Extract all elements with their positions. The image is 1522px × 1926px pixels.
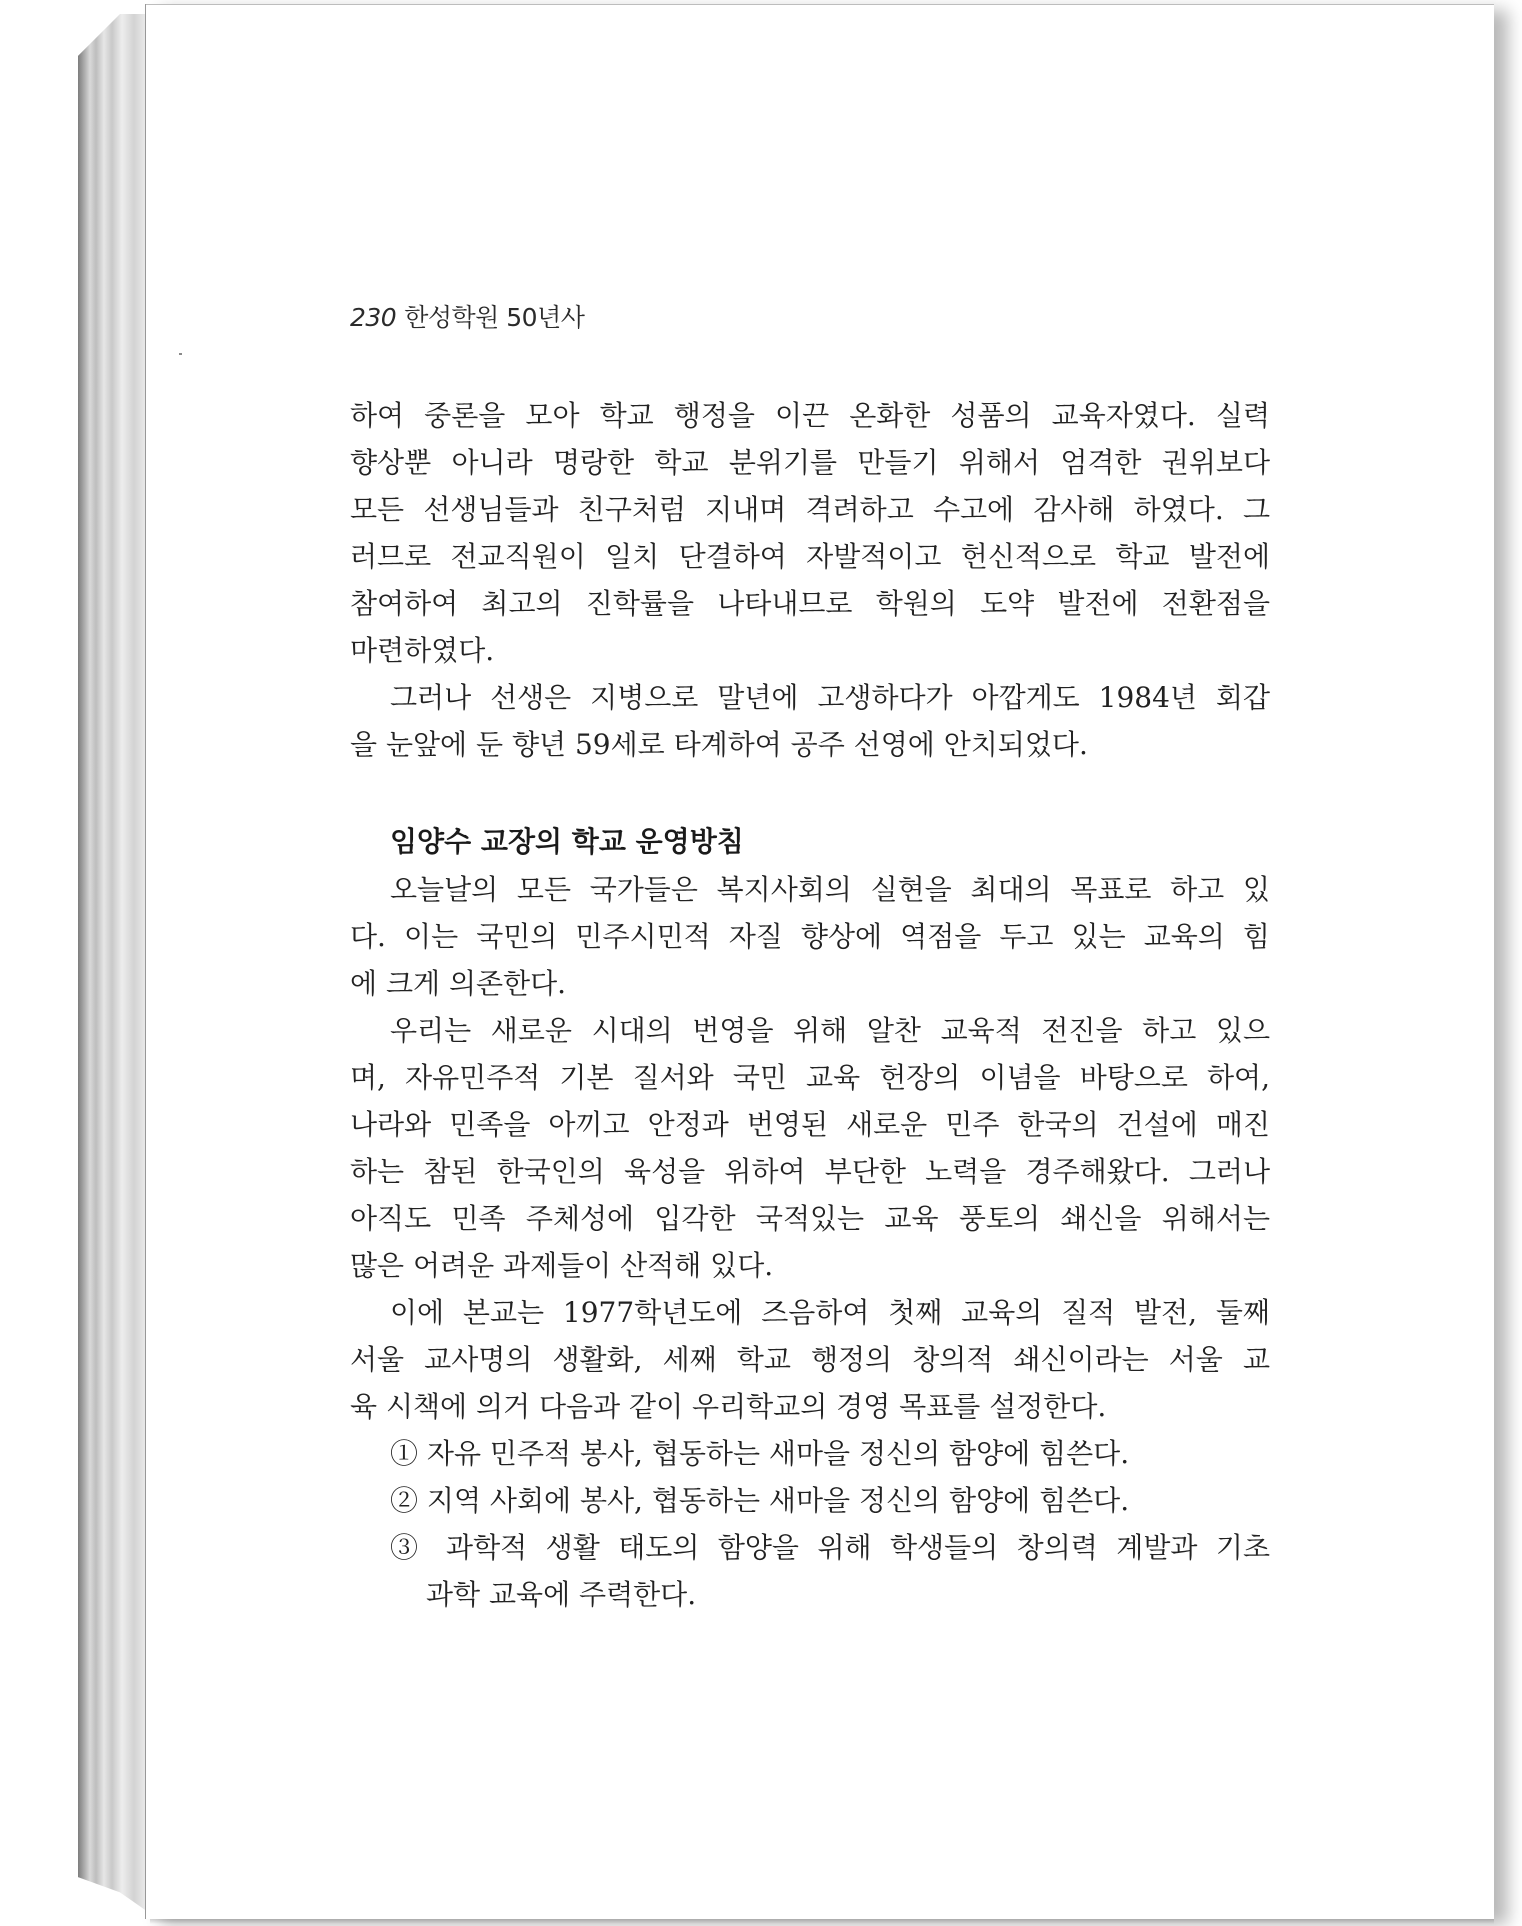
goal-item: ③ 과학적 생활 태도의 함양을 위해 학생들의 창의력 계발과 기초 — [390, 1531, 1270, 1564]
text-line: 다. 이는 국민의 민주시민적 자질 향상에 역점을 두고 있는 교육의 힘 — [350, 920, 1270, 953]
text-line: 을 눈앞에 둔 향년 59세로 타계하여 공주 선영에 안치되었다. — [350, 728, 1088, 761]
goal-item: ① 자유 민주적 봉사, 협동하는 새마을 정신의 함양에 힘쓴다. — [390, 1437, 1130, 1470]
text-line: 향상뿐 아니라 명랑한 학교 분위기를 만들기 위해서 엄격한 권위보다 — [350, 446, 1270, 479]
text-line: 육 시책에 의거 다음과 같이 우리학교의 경영 목표를 설정한다. — [350, 1390, 1107, 1423]
text-line: 참여하여 최고의 진학률을 나타내므로 학원의 도약 발전에 전환점을 — [350, 587, 1270, 620]
text-line: 러므로 전교직원이 일치 단결하여 자발적이고 헌신적으로 학교 발전에 — [350, 540, 1270, 573]
goal-item: ② 지역 사회에 봉사, 협동하는 새마을 정신의 함양에 힘쓴다. — [390, 1484, 1130, 1517]
text-line: 많은 어려운 과제들이 산적해 있다. — [350, 1249, 774, 1282]
section-heading: 임양수 교장의 학교 운영방침 — [390, 825, 744, 858]
running-header — [350, 298, 584, 334]
text-line: 나라와 민족을 아끼고 안정과 번영된 새로운 민주 한국의 건설에 매진 — [350, 1108, 1270, 1141]
scan-speck — [179, 353, 182, 355]
text-line: 그러나 선생은 지병으로 말년에 고생하다가 아깝게도 1984년 회갑 — [390, 681, 1270, 714]
text-line: 에 크게 의존한다. — [350, 967, 567, 1000]
text-line: 하여 중론을 모아 학교 행정을 이끈 온화한 성품의 교육자였다. 실력 — [350, 399, 1270, 432]
text-line: 하는 참된 한국인의 육성을 위하여 부단한 노력을 경주해왔다. 그러나 — [350, 1155, 1270, 1188]
text-line: 오늘날의 모든 국가들은 복지사회의 실현을 최대의 목표로 하고 있 — [390, 873, 1270, 906]
goal-item-continuation: 과학 교육에 주력한다. — [426, 1578, 697, 1611]
text-line: 아직도 민족 주체성에 입각한 국적있는 교육 풍토의 쇄신을 위해서는 — [350, 1202, 1270, 1235]
text-line: 우리는 새로운 시대의 번영을 위해 알찬 교육적 전진을 하고 있으 — [390, 1014, 1270, 1047]
text-line: 서울 교사명의 생활화, 세째 학교 행정의 창의적 쇄신이라는 서울 교 — [350, 1343, 1270, 1376]
book-title: 한성학원 50년사 — [404, 303, 585, 332]
book-page — [146, 4, 1494, 1919]
text-line: 마련하였다. — [350, 634, 495, 667]
text-line: 이에 본교는 1977학년도에 즈음하여 첫째 교육의 질적 발전, 둘째 — [390, 1296, 1270, 1329]
text-line: 모든 선생님들과 친구처럼 지내며 격려하고 수고에 감사해 하였다. 그 — [350, 493, 1270, 526]
text-line: 며, 자유민주적 기본 질서와 국민 교육 헌장의 이념을 바탕으로 하여, — [350, 1061, 1270, 1094]
page-number: 230 — [350, 303, 397, 332]
